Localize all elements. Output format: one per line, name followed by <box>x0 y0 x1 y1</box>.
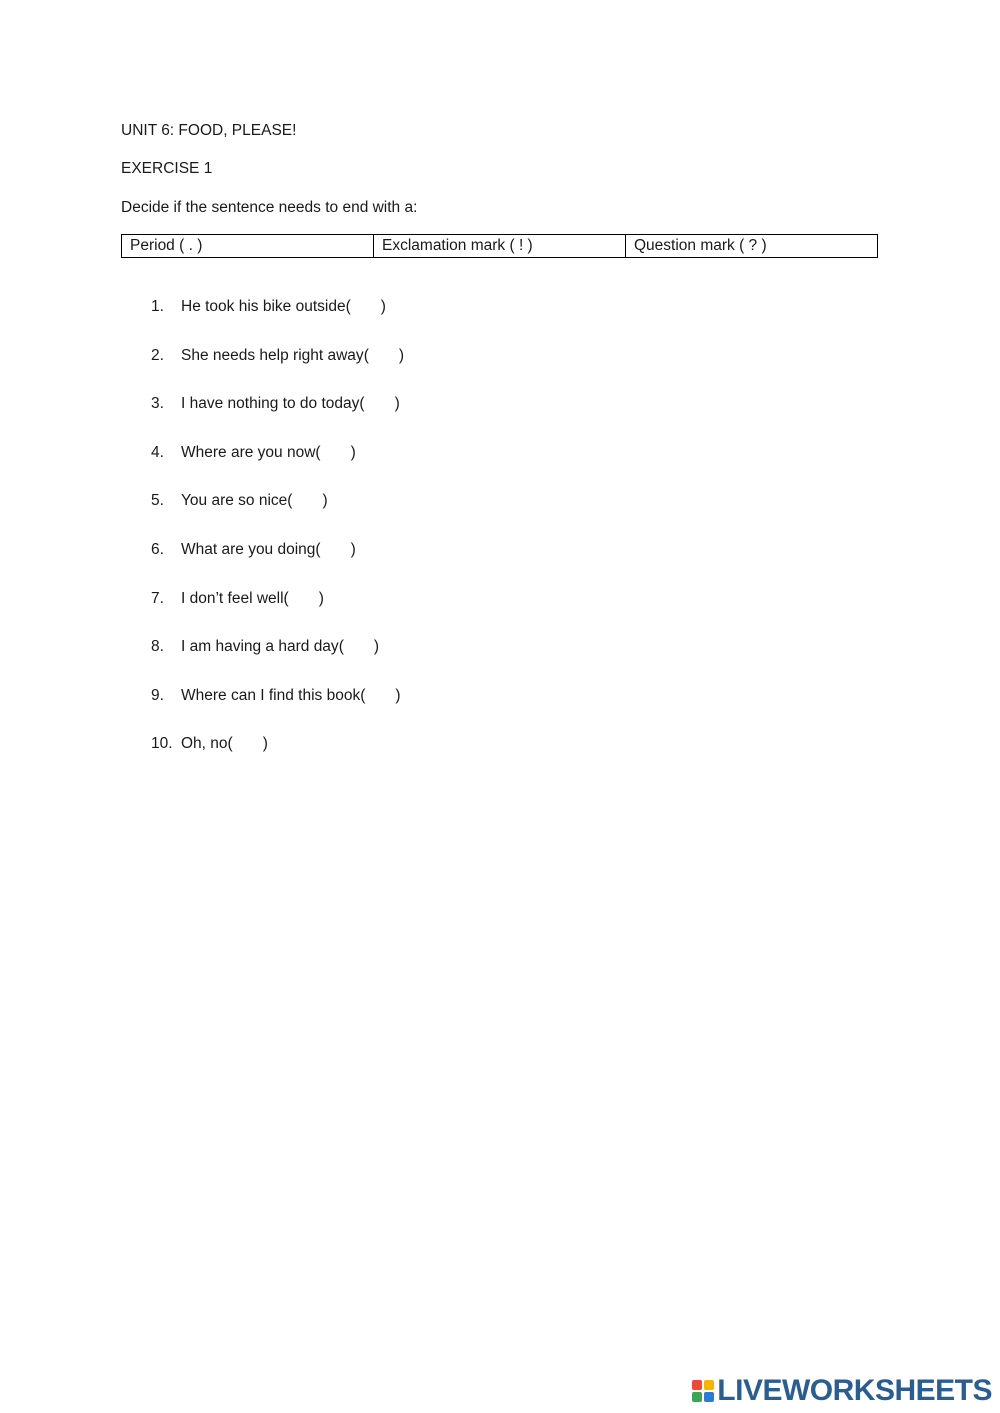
question-text: Oh, no <box>181 735 228 753</box>
close-paren: ) <box>262 735 268 753</box>
question-number: 8. <box>151 638 164 656</box>
answer-input[interactable] <box>233 738 263 756</box>
question-item <box>151 346 404 395</box>
liveworksheets-logo <box>692 1373 992 1409</box>
unit-title: UNIT 6: FOOD, PLEASE! <box>121 122 297 139</box>
answer-input[interactable] <box>365 689 395 707</box>
question-text: She needs help right away <box>181 346 364 364</box>
exercise-title: EXERCISE 1 <box>121 160 213 177</box>
question-item <box>151 734 404 783</box>
question-item <box>151 540 404 589</box>
close-paren: ) <box>394 395 400 413</box>
question-item <box>151 589 404 638</box>
brand-name: LIVEWORKSHEETS <box>717 1374 992 1407</box>
question-number: 6. <box>151 540 164 558</box>
question-text: Where can I find this book <box>181 686 361 704</box>
question-item <box>151 394 404 443</box>
question-item <box>151 297 404 346</box>
open-paren: ( <box>227 735 233 753</box>
question-text: He took his bike outside <box>181 298 346 315</box>
open-paren: ( <box>359 395 365 413</box>
answer-input[interactable] <box>321 543 351 561</box>
close-paren: ) <box>373 638 380 656</box>
question-text: I don’t feel well <box>181 589 284 607</box>
question-number: 9. <box>151 686 164 704</box>
punctuation-options-table <box>121 234 878 258</box>
question-text: I am having a hard day <box>181 638 339 656</box>
answer-input[interactable] <box>369 349 399 367</box>
open-paren: ( <box>345 298 351 315</box>
question-item <box>151 637 404 686</box>
question-text: Where are you now <box>181 443 316 461</box>
question-number: 4. <box>151 443 164 461</box>
close-paren: ) <box>380 298 386 315</box>
close-paren: ) <box>395 686 401 704</box>
question-text: I have nothing to do today <box>181 395 360 413</box>
close-paren: ) <box>350 443 356 461</box>
open-paren: ( <box>283 589 289 607</box>
answer-input[interactable] <box>365 398 395 416</box>
option-period: Period ( . ) <box>130 237 203 254</box>
question-text: You are so nice <box>181 492 288 510</box>
answer-input[interactable] <box>292 495 322 513</box>
open-paren: ( <box>363 346 369 364</box>
open-paren: ( <box>338 638 344 656</box>
question-text: What are you doing <box>181 540 316 558</box>
question-number: 10. <box>151 735 173 753</box>
open-paren: ( <box>287 492 293 510</box>
option-exclamation-mark: Exclamation mark ( ! ) <box>373 235 625 257</box>
option-question-mark: Question mark ( ? ) <box>625 235 877 257</box>
question-item <box>151 443 404 492</box>
question-number: 3. <box>151 395 164 413</box>
question-number: 5. <box>151 492 164 510</box>
question-item <box>151 491 404 540</box>
open-paren: ( <box>360 686 366 704</box>
instruction-text: Decide if the sentence needs to end with a: <box>121 199 418 216</box>
answer-input[interactable] <box>344 641 374 659</box>
question-number: 1. <box>151 298 164 315</box>
answer-input[interactable] <box>351 301 381 319</box>
open-paren: ( <box>315 443 321 461</box>
close-paren: ) <box>398 346 405 364</box>
question-item <box>151 686 404 735</box>
answer-input[interactable] <box>321 446 351 464</box>
close-paren: ) <box>350 540 356 558</box>
question-list <box>151 297 404 783</box>
answer-input[interactable] <box>289 592 319 610</box>
close-paren: ) <box>322 492 328 510</box>
open-paren: ( <box>315 540 321 558</box>
logo-tiles-icon <box>692 1380 714 1402</box>
question-number: 7. <box>151 589 164 607</box>
close-paren: ) <box>318 589 324 607</box>
question-number: 2. <box>151 346 164 364</box>
